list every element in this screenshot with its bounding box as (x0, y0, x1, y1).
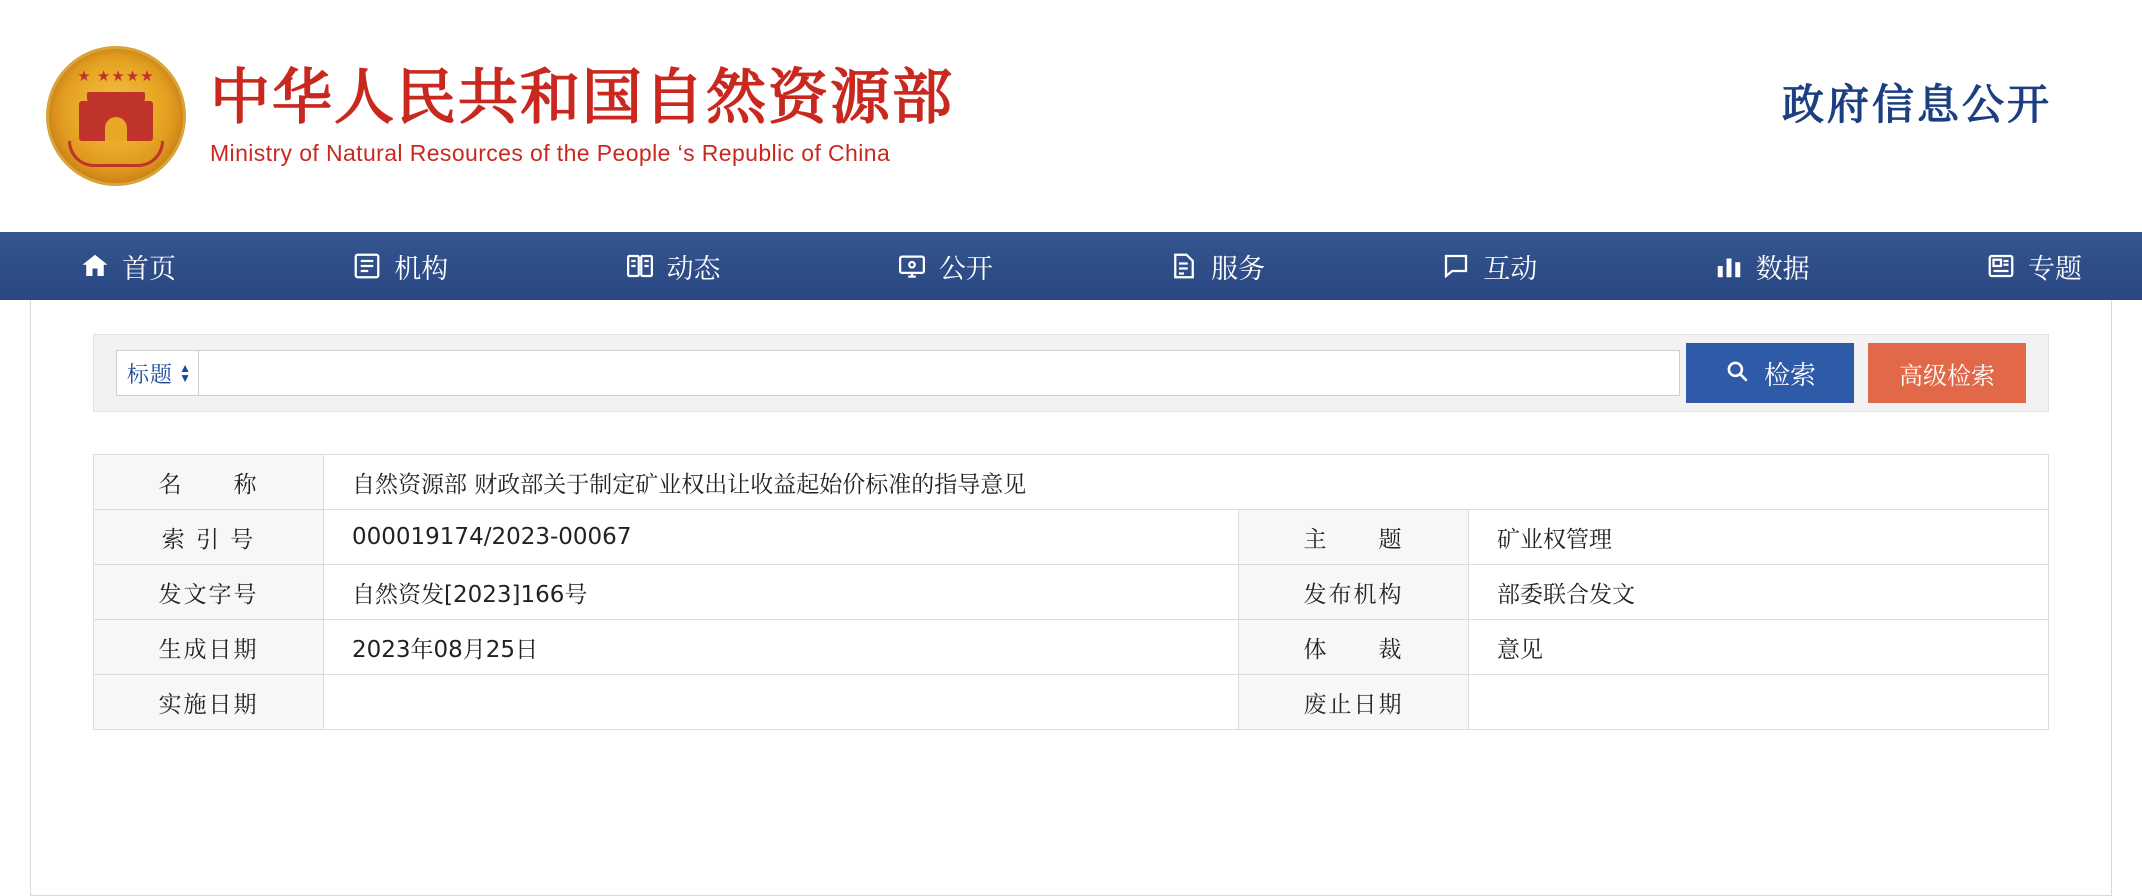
search-button[interactable] (1686, 343, 1854, 403)
building-icon (352, 251, 382, 281)
nav-item-label: 公开 (938, 253, 993, 285)
value-name: 自然资源部 财政部关于制定矿业权出让收益起始价标准的指导意见 (324, 455, 2049, 510)
site-header (0, 0, 2142, 232)
site-title-en: Ministry of Natural Resources of the People ‘s Republic of China (210, 140, 891, 167)
value-repeal-date (1469, 675, 2049, 730)
nav-item-home[interactable] (80, 247, 176, 286)
nav-item-label: 首页 (122, 253, 176, 285)
value-created-date: 2023年08月25日 (324, 620, 1239, 675)
nav-item-disclosure[interactable] (897, 247, 993, 286)
page-wrapper (0, 300, 2142, 896)
search-field-select-label: 标题 (127, 362, 174, 388)
home-icon (80, 251, 110, 281)
value-issuing-agency: 部委联合发文 (1469, 565, 2049, 620)
label-document-number: 发文字号 (94, 565, 324, 620)
document-info-table (93, 454, 2049, 730)
nav-item-label: 动态 (666, 253, 721, 285)
value-document-number: 自然资发[2023]166号 (324, 565, 1239, 620)
nav-item-news[interactable] (625, 247, 721, 286)
value-index-number: 000019174/2023-00067 (324, 510, 1239, 565)
value-effective-date (324, 675, 1239, 730)
chat-icon (1441, 251, 1471, 281)
label-name: 名 称 (94, 455, 324, 510)
table-row (94, 620, 2049, 675)
document-pen-icon (1169, 251, 1199, 281)
search-input[interactable] (198, 350, 1680, 396)
site-title-cn: 中华人民共和国自然资源部 (210, 62, 954, 133)
nav-item-topics[interactable] (1986, 247, 2082, 286)
search-bar (93, 334, 2049, 412)
table-row (94, 510, 2049, 565)
search-button-label: 检索 (1763, 360, 1816, 391)
nav-item-data[interactable] (1714, 247, 1810, 286)
main-nav (0, 232, 2142, 300)
advanced-search-label: 高级检索 (1899, 361, 1995, 390)
page-title: 政府信息公开 (1781, 80, 2052, 129)
news-icon (1986, 251, 2016, 281)
site-title-block (210, 62, 954, 167)
value-subject: 矿业权管理 (1469, 510, 2049, 565)
label-index-number: 索 引 号 (94, 510, 324, 565)
nav-item-label: 专题 (2027, 253, 2082, 285)
emblem-wheat (68, 141, 164, 167)
label-effective-date: 实施日期 (94, 675, 324, 730)
nav-item-label: 机构 (394, 253, 449, 285)
label-created-date: 生成日期 (94, 620, 324, 675)
label-genre: 体 裁 (1239, 620, 1469, 675)
nav-item-label: 互动 (1483, 253, 1538, 285)
content-panel (30, 300, 2112, 896)
label-subject: 主 题 (1239, 510, 1469, 565)
value-genre: 意见 (1469, 620, 2049, 675)
chevron-updown-icon: ▲ ▼ (179, 361, 191, 385)
nav-item-service[interactable] (1169, 247, 1265, 286)
national-emblem-icon (46, 46, 186, 186)
emblem-gate (79, 101, 153, 141)
bar-chart-icon (1714, 251, 1744, 281)
table-row (94, 565, 2049, 620)
nav-item-label: 数据 (1755, 253, 1810, 285)
nav-item-label: 服务 (1211, 253, 1266, 285)
table-row (94, 455, 2049, 510)
advanced-search-button[interactable] (1868, 343, 2026, 403)
book-icon (625, 251, 655, 281)
monitor-icon (897, 251, 927, 281)
label-issuing-agency: 发布机构 (1239, 565, 1469, 620)
table-row (94, 675, 2049, 730)
nav-item-interaction[interactable] (1441, 247, 1537, 286)
search-field-select[interactable] (116, 350, 198, 396)
label-repeal-date: 废止日期 (1239, 675, 1469, 730)
nav-item-organization[interactable] (352, 247, 448, 286)
emblem-stars: ★ ★★★★ (77, 68, 155, 85)
search-icon (1724, 358, 1754, 388)
